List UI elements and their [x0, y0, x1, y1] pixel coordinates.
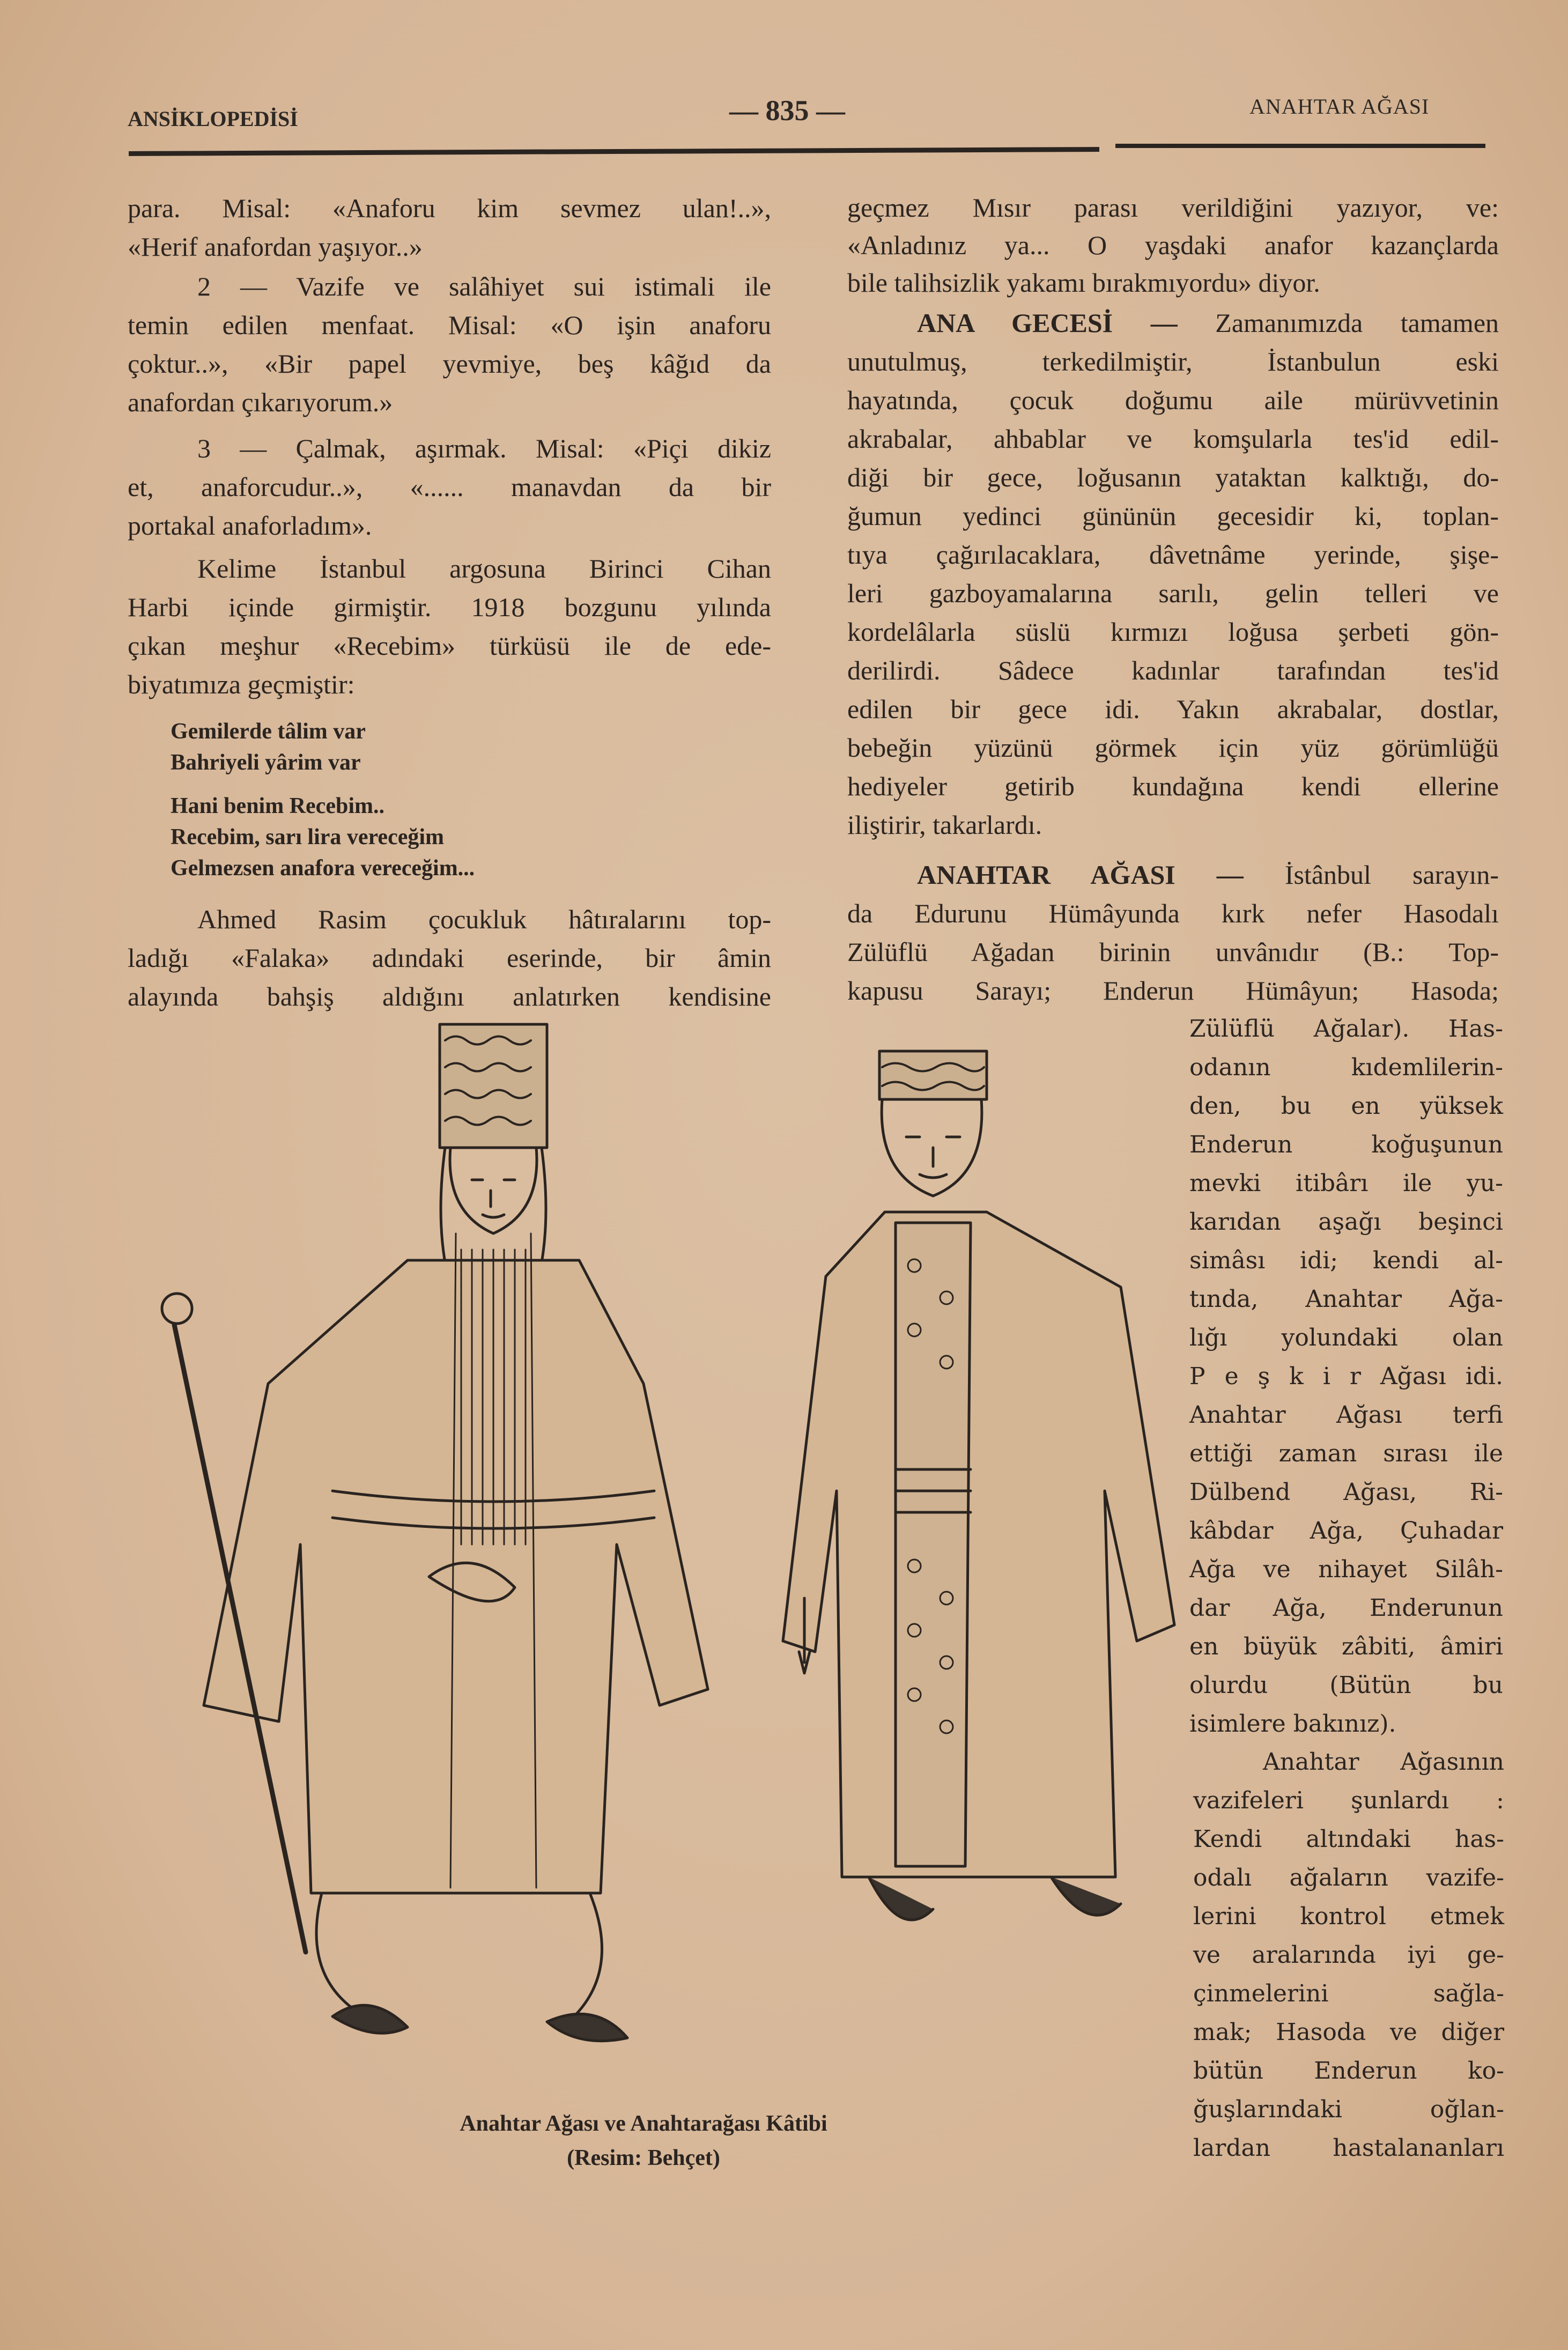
entry-heading: ANA GECESİ — [917, 308, 1178, 338]
text-line: Ağa ve nihayet Silâh- [1189, 1556, 1503, 1583]
text-line: diği bir gece, loğusanın yataktan kalktığı, do- [847, 462, 1499, 492]
text-line: Hani benim Recebim.. [171, 794, 384, 818]
text-line: Bahriyeli yârim var [171, 750, 361, 775]
text-line: mevki itibârı ile yu- [1189, 1170, 1503, 1197]
text-line: en büyük zâbiti, âmiri [1189, 1633, 1503, 1660]
text-line: Enderun koğuşunun [1189, 1131, 1503, 1158]
running-header-left: ANSİKLOPEDİSİ [128, 107, 298, 131]
patterned-vest [896, 1223, 971, 1866]
entry-anahtar-agasi [847, 855, 1499, 1010]
text-line: den, bu en yüksek [1189, 1092, 1503, 1120]
text-line: alayında bahşiş aldığını anlatırken kendisine [128, 981, 771, 1011]
face [450, 1148, 537, 1233]
paragraph [128, 900, 771, 1016]
text-line: kordelâlarla süslü kırmızı loğusa şerbeti gön- [847, 617, 1499, 647]
poem-stanza [171, 716, 707, 778]
text-line: et, anaforcudur..», «...... manavdan da bir [128, 472, 771, 502]
figure-anahtar-agasi [162, 1024, 708, 2041]
text-line: olurdu (Bütün bu [1189, 1672, 1503, 1699]
text-line: isimlere bakınız). [1189, 1710, 1396, 1738]
text-line: Recebim, sarı lira vereceğim [171, 825, 445, 849]
poem-stanza [171, 790, 707, 884]
text-line: odanın kıdemlilerin- [1189, 1054, 1503, 1081]
text-line: leri gazboyamalarına sarılı, gelin telleri ve [847, 578, 1499, 608]
caption-credit: (Resim: Behçet) [567, 2146, 720, 2170]
text-line: ğumun yedinci gününün gecesidir ki, toplan- [847, 501, 1499, 531]
text-line: ladığı «Falaka» adındaki eserinde, bir âmin [128, 943, 771, 973]
text-line: Zülüflü Ağadan birinin unvânıdır (B.: Top- [847, 937, 1499, 967]
text-line: tıya çağırılacaklara, dâvetnâme yerinde, şişe- [847, 540, 1499, 570]
text-line: simâsı idi; kendi al- [1189, 1247, 1503, 1274]
text-line: ğuşlarındaki oğlan- [1193, 2096, 1504, 2123]
text-line: kâbdar Ağa, Çuhadar [1189, 1517, 1503, 1545]
text-line: P e ş k i r Ağası idi. [1189, 1363, 1503, 1390]
text-line: mak; Hasoda ve diğer [1193, 2019, 1504, 2046]
text-line: 3 — Çalmak, aşırmak. Misal: «Piçi dikiz [197, 433, 771, 463]
illustration-caption [375, 2107, 912, 2175]
text-line: lığı yolundaki olan [1189, 1324, 1503, 1351]
text-line: unutulmuş, terkedilmiştir, İstanbulun eski [847, 346, 1499, 376]
page-number: — 835 — [729, 94, 845, 127]
text-line: Gemilerde tâlim var [171, 719, 366, 744]
paragraph [128, 267, 771, 422]
text-line: odalı ağaların vazife- [1193, 1864, 1504, 1891]
text-line: «Anladınız ya... O yaşdaki anafor kazançlarda [847, 230, 1499, 260]
text-line: temin edilen menfaat. Misal: «O işin anaforu [128, 310, 771, 340]
text-line: çoktur..», «Bir papel yevmiye, beş kâğıd da [128, 349, 771, 379]
text-line: geçmez Mısır parası verildiğini yazıyor, ve: [847, 193, 1499, 223]
text-line: Zülüflü Ağalar). Has- [1189, 1015, 1503, 1043]
text-line: iliştirir, takarlardı. [847, 810, 1042, 840]
text-line: ettiği zaman sırası ile [1189, 1440, 1503, 1467]
text-line [847, 855, 1499, 894]
text-line: bütün Enderun ko- [1193, 2057, 1504, 2085]
text-line: Kendi altındaki has- [1193, 1826, 1504, 1853]
text-line: çinmelerini sağla- [1193, 1980, 1504, 2007]
entry-ana-gecesi [847, 304, 1499, 844]
paragraph [128, 549, 771, 704]
text-line: hediyeler getirib kundağına kendi ellerine [847, 771, 1499, 801]
text-line: Anahtar Ağası terfi [1189, 1401, 1503, 1429]
text-line: dar Ağa, Enderunun [1189, 1594, 1503, 1622]
header-rule-left [129, 147, 1099, 156]
text-line: çıkan meşhur «Recebim» türküsü ile de ede- [128, 631, 771, 661]
caption-title: Anahtar Ağası ve Anahtarağası Kâtibi [460, 2111, 827, 2136]
text-line: edilen bir gece idi. Yakın akrabalar, dostlar, [847, 694, 1499, 724]
running-header-right: ANAHTAR AĞASI [1249, 94, 1430, 119]
paragraph [1193, 1743, 1504, 2168]
text-line: bebeğin yüzünü görmek için yüz görümlüğü [847, 733, 1499, 763]
text-line: vazifeleri şunlardı : [1193, 1787, 1504, 1814]
header-rule-right [1115, 144, 1485, 148]
text-line: lerini kontrol etmek [1193, 1903, 1504, 1930]
text-line: tında, Anahtar Ağa- [1189, 1285, 1503, 1313]
paragraph [128, 189, 771, 266]
text-line: lardan hastalananları [1193, 2134, 1504, 2162]
text-line: Gelmezsen anafora vereceğim... [171, 856, 475, 881]
text-line: Harbi içinde girmiştir. 1918 bozgunu yılında [128, 592, 771, 622]
robe [783, 1212, 1174, 1877]
paragraph [1189, 1010, 1503, 1743]
text-line: derilirdi. Sâdece kadınlar tarafından tes'id [847, 655, 1499, 685]
entry-text: İstânbul sarayın- [1284, 860, 1499, 890]
text-line: Ahmed Rasim çocukluk hâtıralarını top- [197, 904, 771, 934]
text-line: Dülbend Ağası, Ri- [1189, 1479, 1503, 1506]
text-line: portakal anaforladım». [128, 511, 372, 541]
text-line: Anahtar Ağasının [1263, 1748, 1504, 1776]
text-line: kapusu Sarayı; Enderun Hümâyun; Hasoda; [847, 976, 1499, 1006]
trousers [316, 1893, 602, 2022]
text-line: hayatında, çocuk doğumu aile mürüvvetinin [847, 385, 1499, 415]
turban-icon [879, 1051, 987, 1099]
text-line: 2 — Vazife ve salâhiyet sui istimali ile [197, 271, 771, 301]
text-line: da Edurunu Hümâyunda kırk nefer Hasodalı [847, 898, 1499, 928]
text-line [847, 304, 1499, 342]
robe [204, 1260, 708, 1893]
text-line: ve aralarında iyi ge- [1193, 1941, 1504, 1969]
paragraph [847, 189, 1499, 301]
text-line: para. Misal: «Anaforu kim sevmez ulan!..», [128, 193, 771, 223]
text-line: Kelime İstanbul argosuna Birinci Cihan [197, 553, 771, 583]
tall-hat-icon [440, 1024, 547, 1148]
paragraph [128, 429, 771, 545]
text-line: anafordan çıkarıyorum.» [128, 387, 393, 417]
text-line: akrabalar, ahbablar ve komşularla tes'id edil- [847, 424, 1499, 454]
text-line: biyatımıza geçmiştir: [128, 669, 355, 699]
illustration-two-figures [107, 1008, 1190, 2108]
text-line: karıdan aşağı beşinci [1189, 1208, 1503, 1236]
text-line: bile talihsizlik yakamı bırakmıyordu» diyor. [847, 268, 1320, 298]
entry-text: Zamanımızda tamamen [1215, 308, 1499, 338]
entry-heading: ANAHTAR AĞASI — [917, 860, 1244, 890]
shoes [332, 2005, 627, 2041]
shoes [869, 1877, 1121, 1920]
text-line: «Herif anafordan yaşıyor..» [128, 232, 423, 262]
figure-anahtaragasi-katibi [783, 1051, 1174, 1920]
